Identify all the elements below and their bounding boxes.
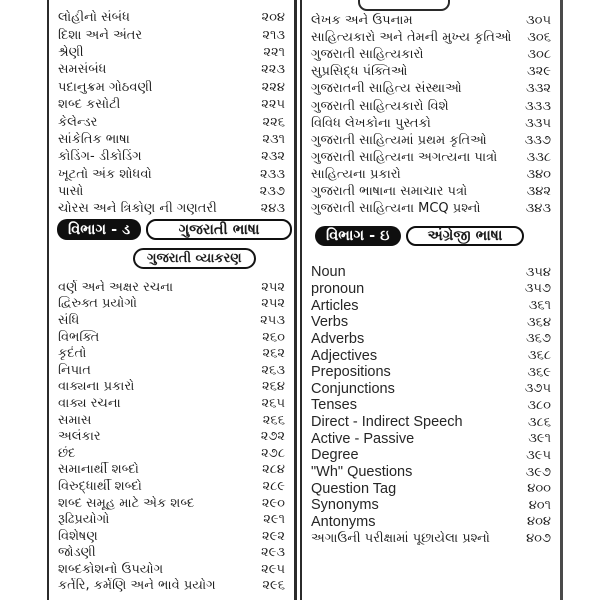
toc-row bbox=[302, 183, 560, 200]
toc-item-page: ૩૮૦ bbox=[527, 397, 551, 413]
toc-item-label: વિશેષણ bbox=[58, 528, 98, 544]
section-title: અંગ્રેજી ભાષા bbox=[406, 226, 525, 246]
toc-item-label: Question Tag bbox=[311, 480, 397, 497]
section-badge: વિભાગ - ડ bbox=[57, 219, 141, 240]
toc-row bbox=[302, 414, 560, 431]
toc-row bbox=[49, 131, 294, 148]
toc-row bbox=[49, 96, 294, 113]
toc-item-label: Conjunctions bbox=[311, 380, 395, 397]
toc-item-page: ૨૬૪ bbox=[262, 379, 285, 395]
toc-item-label: છંદ bbox=[58, 445, 76, 461]
section-header-gujarati-bhasha bbox=[57, 219, 292, 240]
toc-item-label: કૃદંતો bbox=[58, 346, 87, 362]
toc-item-label: Tenses bbox=[311, 397, 357, 414]
toc-item-page: ૩૦૬ bbox=[527, 30, 551, 46]
toc-item-page: ૨૪૩ bbox=[260, 201, 285, 217]
toc-item-label: વાક્યના પ્રકારો bbox=[58, 379, 135, 395]
right-column-right-border bbox=[560, 0, 563, 600]
toc-item-page: ૪૦૧ bbox=[528, 497, 551, 513]
toc-item-page: ૨૯૧ bbox=[263, 512, 285, 528]
toc-item-label: સાહિત્યકારો અને તેમની મુખ્ય કૃતિઓ bbox=[311, 30, 512, 46]
toc-row bbox=[49, 200, 294, 217]
toc-item-label: પાસો bbox=[58, 184, 84, 200]
toc-row bbox=[49, 445, 294, 462]
toc-row bbox=[302, 80, 560, 97]
toc-item-label: અલંકાર bbox=[58, 429, 101, 445]
toc-item-label: ગુજરાતી સાહિત્યકારો વિશે bbox=[311, 98, 449, 114]
toc-item-page: ૩૩૮ bbox=[526, 149, 551, 165]
toc-row bbox=[49, 345, 294, 362]
toc-item-page: ૩૬૭ bbox=[526, 331, 551, 347]
toc-row bbox=[302, 12, 560, 29]
toc-row bbox=[49, 578, 294, 595]
toc-item-page: ૨૨૪ bbox=[261, 79, 285, 95]
toc-item-page: ૩૭૫ bbox=[524, 381, 551, 397]
toc-item-page: ૩૩૭ bbox=[524, 132, 551, 148]
toc-row bbox=[49, 44, 294, 61]
toc-item-page: ૨૬૩ bbox=[261, 362, 285, 378]
toc-item-label: કોડિંગ- ડીકોડિંગ bbox=[58, 149, 142, 165]
toc-row bbox=[49, 312, 294, 329]
toc-item-label: વિરુદ્ધાર્થી શબ્દો bbox=[58, 478, 142, 494]
toc-item-page: ૩૬૧ bbox=[528, 298, 551, 314]
section-badge: વિભાગ - ઇ bbox=[315, 226, 401, 246]
toc-item-page: ૨૫૩ bbox=[260, 312, 285, 328]
toc-item-page: ૨૩૧ bbox=[262, 131, 285, 147]
toc-item-label: નિપાત bbox=[58, 362, 91, 378]
toc-row bbox=[49, 412, 294, 429]
toc-item-label: Adjectives bbox=[311, 347, 378, 364]
toc-item-label: સમાનાર્થી શબ્દો bbox=[58, 462, 139, 478]
literature-items-list bbox=[302, 12, 560, 217]
toc-item-page: ૨૩૩ bbox=[260, 166, 285, 182]
toc-row bbox=[302, 264, 560, 281]
toc-item-page: ૩૪૨ bbox=[526, 183, 551, 199]
toc-row bbox=[49, 113, 294, 130]
toc-item-page: ૩૩૩ bbox=[525, 98, 551, 114]
toc-item-label: સુપ્રસિદ્ધ પંક્તિઓ bbox=[311, 64, 408, 80]
toc-row bbox=[302, 347, 560, 364]
toc-row bbox=[49, 545, 294, 562]
toc-item-page: ૨૨૬ bbox=[262, 114, 285, 130]
toc-row bbox=[302, 115, 560, 132]
toc-item-page: ૩૬૮ bbox=[527, 348, 551, 364]
toc-item-label: Articles bbox=[311, 297, 359, 314]
toc-item-label: ગુજરાતની સાહિત્ય સંસ્થાઓ bbox=[311, 81, 462, 97]
toc-row bbox=[302, 331, 560, 348]
toc-item-page: ૨૯૫ bbox=[261, 561, 285, 577]
toc-item-label: અગાઉની પરીક્ષામાં પૂછાયેલા પ્રશ્નો bbox=[311, 531, 490, 547]
toc-item-label: વિવિધ લેખકોના પુસ્તકો bbox=[311, 115, 431, 131]
toc-row bbox=[49, 329, 294, 346]
toc-row bbox=[49, 9, 294, 26]
toc-row bbox=[49, 279, 294, 296]
toc-row bbox=[302, 132, 560, 149]
toc-item-label: સાહિત્યના પ્રકારો bbox=[311, 166, 401, 182]
toc-row bbox=[49, 148, 294, 165]
toc-row bbox=[49, 561, 294, 578]
toc-row bbox=[49, 362, 294, 379]
toc-row bbox=[49, 528, 294, 545]
toc-item-page: ૩૯૫ bbox=[526, 447, 551, 463]
toc-item-label: ગુજરાતી સાહિત્યમાં પ્રથમ કૃતિઓ bbox=[311, 132, 487, 148]
cut-off-header-pill bbox=[358, 0, 450, 11]
toc-item-label: દ્વિરુક્ત પ્રયોગો bbox=[58, 296, 138, 312]
toc-item-label: કેલેન્ડર bbox=[58, 114, 98, 130]
toc-row bbox=[49, 395, 294, 412]
toc-item-label: શબ્દ સમૂહ માટે એક શબ્દ bbox=[58, 495, 195, 511]
toc-item-page: ૩૨૯ bbox=[527, 64, 551, 80]
toc-row bbox=[49, 511, 294, 528]
toc-item-label: Noun bbox=[311, 264, 346, 281]
toc-item-page: ૩૮૬ bbox=[527, 414, 551, 430]
grammar-items-list bbox=[49, 279, 294, 594]
toc-item-label: Degree bbox=[311, 447, 359, 464]
toc-item-page: ૩૯૧ bbox=[528, 431, 551, 447]
toc-row bbox=[302, 297, 560, 314]
toc-item-page: ૨૬૫ bbox=[261, 395, 285, 411]
toc-item-label: Active - Passive bbox=[311, 430, 415, 447]
right-column bbox=[302, 0, 560, 600]
toc-item-label: ખૂટતો અંક શોધવો bbox=[58, 166, 152, 182]
toc-item-label: વાક્ય રચના bbox=[58, 395, 121, 411]
toc-item-label: દિશા અને અંતર bbox=[58, 27, 143, 43]
toc-item-page: ૨૯૨ bbox=[262, 528, 285, 544]
toc-item-label: ચોરસ અને ત્રિકોણ ની ગણતરી bbox=[58, 201, 217, 217]
toc-row bbox=[302, 314, 560, 331]
toc-row bbox=[302, 464, 560, 481]
section-title: ગુજરાતી ભાષા bbox=[146, 219, 292, 240]
toc-item-label: વિભક્તિ bbox=[58, 329, 100, 345]
toc-item-page: ૩૬૪ bbox=[527, 314, 551, 330]
toc-item-page: ૩૦૫ bbox=[525, 13, 551, 29]
toc-row bbox=[49, 428, 294, 445]
toc-row bbox=[49, 79, 294, 96]
toc-item-label: શ્રેણી bbox=[58, 44, 84, 60]
toc-item-page: ૩૦૮ bbox=[527, 47, 551, 63]
toc-row bbox=[302, 430, 560, 447]
toc-item-label: શબ્દ કસોટી bbox=[58, 97, 121, 113]
toc-item-page: ૨૨૧ bbox=[263, 44, 285, 60]
toc-row bbox=[49, 183, 294, 200]
toc-item-label: સમસંબંધ bbox=[58, 62, 107, 78]
toc-row bbox=[302, 46, 560, 63]
toc-row bbox=[302, 200, 560, 217]
toc-item-label: Direct - Indirect Speech bbox=[311, 414, 463, 431]
toc-row bbox=[49, 166, 294, 183]
toc-item-label: Prepositions bbox=[311, 364, 391, 381]
toc-row bbox=[302, 29, 560, 46]
toc-item-page: ૨૬૦ bbox=[262, 329, 285, 345]
toc-item-page: ૨૨૫ bbox=[261, 97, 285, 113]
toc-row bbox=[49, 61, 294, 78]
subsection-pill-gujarati-vyakaran: ગુજરાતી વ્યાકરણ bbox=[133, 248, 256, 269]
reasoning-items-list bbox=[49, 9, 294, 218]
english-items-list bbox=[302, 264, 560, 547]
toc-item-label: લેખક અને ઉપનામ bbox=[311, 13, 413, 29]
left-column bbox=[49, 0, 294, 600]
toc-row bbox=[302, 480, 560, 497]
toc-item-page: ૨૭૨ bbox=[260, 429, 285, 445]
toc-item-page: ૩૪૩ bbox=[525, 201, 551, 217]
toc-item-page: ૪૦૭ bbox=[526, 531, 551, 547]
toc-row bbox=[49, 379, 294, 396]
toc-row bbox=[49, 478, 294, 495]
toc-item-label: સમાસ bbox=[58, 412, 92, 428]
toc-row bbox=[302, 166, 560, 183]
toc-row bbox=[49, 26, 294, 43]
toc-item-label: સંધિ bbox=[58, 312, 80, 328]
toc-row bbox=[302, 397, 560, 414]
toc-item-page: ૨૬૬ bbox=[262, 412, 285, 428]
toc-item-label: ગુજરાતી ભાષાના સમાચાર પત્રો bbox=[311, 183, 468, 199]
toc-row bbox=[49, 495, 294, 512]
toc-item-page: ૪૦૪ bbox=[527, 514, 551, 530]
toc-row bbox=[302, 364, 560, 381]
toc-row bbox=[302, 97, 560, 114]
toc-item-page: ૨૨૩ bbox=[261, 62, 285, 78]
toc-item-page: ૩૩૫ bbox=[525, 115, 551, 131]
toc-item-page: ૨૩૭ bbox=[259, 184, 285, 200]
toc-item-page: ૨૯૦ bbox=[261, 495, 285, 511]
toc-item-page: ૨૬૨ bbox=[262, 346, 285, 362]
toc-row bbox=[302, 63, 560, 80]
toc-item-page: ૨૭૮ bbox=[261, 445, 285, 461]
toc-row bbox=[302, 149, 560, 166]
toc-item-label: રૂઢિપ્રયોગો bbox=[58, 512, 110, 528]
toc-row bbox=[302, 447, 560, 464]
toc-item-page: ૩૯૭ bbox=[525, 464, 551, 480]
toc-item-page: ૩૪૦ bbox=[526, 166, 551, 182]
toc-item-label: pronoun bbox=[311, 280, 365, 297]
toc-row bbox=[302, 380, 560, 397]
toc-item-label: કર્તરિ, કર્મણિ અને ભાવે પ્રયોગ bbox=[58, 578, 216, 594]
toc-item-page: ૨૦૪ bbox=[261, 10, 285, 26]
toc-item-page: ૩૬૯ bbox=[527, 364, 551, 380]
toc-item-page: ૨૮૯ bbox=[262, 478, 285, 494]
toc-item-label: Verbs bbox=[311, 314, 349, 331]
toc-item-page: ૨૮૪ bbox=[262, 462, 285, 478]
toc-item-page: ૩૩૨ bbox=[526, 81, 551, 97]
toc-item-label: ગુજરાતી સાહિત્યકારો bbox=[311, 47, 424, 63]
toc-item-label: Adverbs bbox=[311, 330, 365, 347]
toc-item-page: ૨૫૨ bbox=[261, 279, 285, 295]
toc-item-page: ૨૫૨ bbox=[261, 296, 285, 312]
toc-item-label: શબ્દકોશનો ઉપયોગ bbox=[58, 561, 164, 577]
toc-item-page: ૩૫૪ bbox=[525, 264, 551, 280]
toc-item-label: Antonyms bbox=[311, 513, 376, 530]
toc-item-page: ૨૩૨ bbox=[261, 149, 285, 165]
toc-item-label: લોહીનો સંબંધ bbox=[58, 10, 130, 26]
toc-item-label: "Wh" Questions bbox=[311, 464, 413, 480]
column-divider-left-line bbox=[294, 0, 297, 600]
toc-item-label: વર્ણ અને અક્ષર રચના bbox=[58, 279, 174, 295]
toc-item-page: ૨૯૩ bbox=[261, 545, 285, 561]
toc-item-page: ૪૦૦ bbox=[527, 481, 551, 497]
toc-item-page: ૨૧૩ bbox=[262, 27, 285, 43]
section-header-angreji-bhasha bbox=[315, 226, 550, 246]
toc-item-label: Synonyms bbox=[311, 497, 379, 514]
toc-row bbox=[49, 296, 294, 313]
toc-item-label: ગુજરાતી સાહિત્યના અગત્યના પાત્રો bbox=[311, 149, 498, 165]
toc-item-label: સાંકેતિક ભાષા bbox=[58, 131, 130, 147]
toc-row bbox=[302, 530, 560, 547]
toc-item-label: ગુજરાતી સાહિત્યના MCQ પ્રશ્નો bbox=[311, 201, 481, 217]
toc-row bbox=[302, 514, 560, 531]
toc-item-label: પદાનુક્રમ ગોઠવણી bbox=[58, 79, 153, 95]
toc-item-page: ૩૫૭ bbox=[524, 281, 551, 297]
toc-row bbox=[302, 497, 560, 514]
toc-row bbox=[302, 281, 560, 298]
toc-item-label: જોડણી bbox=[58, 545, 96, 561]
toc-item-page: ૨૯૬ bbox=[262, 578, 285, 594]
toc-row bbox=[49, 462, 294, 479]
